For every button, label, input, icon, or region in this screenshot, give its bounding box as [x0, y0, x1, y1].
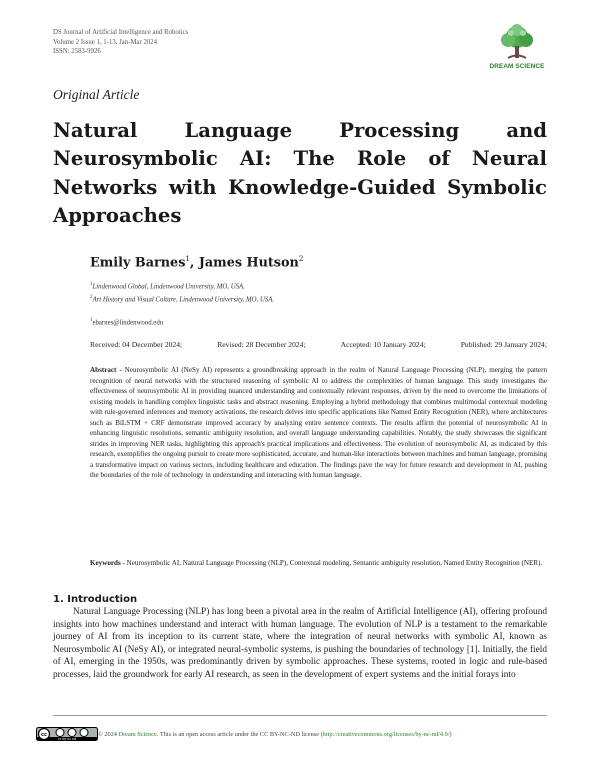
- abstract: [90, 365, 547, 481]
- author-list: [90, 255, 303, 270]
- author-name: James Hutson: [198, 255, 299, 271]
- title-line: Neurosymbolic AI: The Role of Neural: [53, 147, 547, 171]
- journal-name: DS Journal of Artificial Intelligence and Robotics: [53, 29, 189, 36]
- section-heading: 1. Introduction: [53, 594, 138, 605]
- abstract-text: Neurosymbolic AI (NeSy AI) represents a groundbreaking approach in the realm of Natural Language Processing (NLP), merging the pattern recognition of neural networks with the structured reasoning of symbolic AI to address the complexities of human language. This study investigates the effectiveness of neurosymbolic AI in providing nuanced understanding and contextually relevant responses, driven by the need to overcome the limitations of existing models in handling complex linguistic tasks and abstract reasoning. Employing a hybrid methodology that combines multimodal contextual modeling with rule-governed inferences and memory activations, the research delves into specific applications like Named Entity Recognition (NER), where architectures such as BiLSTM + CRF demonstrate improved accuracy by analyzing entire sentence contexts. The results affirm the potential of neurosymbolic AI in enhancing linguistic resolutions, semantic ambiguity resolution, and overall language understanding capabilities. Notably, the study showcases the significant strides in improving NER tasks, highlighting this approach's practical implications and effectiveness. The evolution of neurosymbolic AI, as indicated by this research, exemplifies the ongoing pursuit to create more sophisticated, accurate, and human-like interactions between machines and human language, promising a transformative impact on various sectors, including healthcare and education. The findings pave the way for future research and development in AI, pushing the boundaries of the role of technology in understanding and interacting with human language.: [90, 366, 547, 480]
- cc-license-badge[interactable]: [36, 727, 98, 741]
- dream-science-logo: [482, 22, 552, 78]
- svg-text:cc: cc: [41, 732, 47, 738]
- author-affiliation-mark: 1: [185, 255, 190, 263]
- article-title: [53, 117, 547, 230]
- affiliation-text: Art History and Visual Culture, Lindenwood University, MO, USA.: [92, 296, 275, 304]
- article-dates: [90, 340, 547, 349]
- journal-issn: ISSN: 2583-9926: [53, 48, 101, 56]
- published-date: Published: 29 January 2024;: [460, 340, 547, 349]
- body-text: [53, 606, 547, 681]
- keywords-label: Keywords -: [90, 559, 125, 567]
- accepted-date: Accepted: 10 January 2024;: [340, 340, 426, 349]
- received-date: Received: 04 December 2024;: [90, 340, 183, 349]
- cc-badge-label: cc by nc nd: [57, 737, 77, 741]
- author-affiliation-mark: 2: [298, 255, 304, 263]
- keywords: [90, 558, 547, 569]
- license-link[interactable]: http://creativecommons.org/licenses/by-nc-nd/4.0/: [322, 731, 450, 738]
- author-name: Emily Barnes: [90, 255, 186, 271]
- author-separator: ,: [189, 255, 199, 271]
- paragraph: Natural Language Processing (NLP) has long been a pivotal area in the realm of Artificial Intelligence (AI), offering profound insights into how machines understand and interact with human language. The evolution of NLP is a testament to the remarkable journey of AI from its inception to its current state, where the integration of neural networks with symbolic AI, known as Neurosymbolic AI (NeSy AI), or integrated neural-symbolic systems, is pushing the boundaries of technology [1]. Initially, the field of AI, emerging in the 1950s, was predominantly driven by symbolic approaches. These systems, rooted in logic and rule-based processes, laid the groundwork for early AI research, as seen in the development of expert systems and the initial forays into: [53, 607, 547, 680]
- affiliation: [90, 282, 245, 290]
- journal-header: [53, 28, 188, 57]
- email-mark: 1: [90, 318, 93, 323]
- affiliation-text: Lindenwood Global, Lindenwood University, MO, USA.: [92, 283, 245, 291]
- license-text: . This is an open access article under the CC BY-NC-ND license (: [156, 731, 323, 738]
- email-address[interactable]: ebarnes@lindenwood.edu: [92, 319, 164, 327]
- abstract-label: Abstract -: [90, 366, 122, 374]
- title-line: Approaches: [53, 203, 182, 227]
- license-end: ): [449, 731, 452, 738]
- corresponding-email: [90, 318, 163, 326]
- license-footer: [98, 731, 452, 738]
- footer-divider: [53, 715, 547, 716]
- title-line: Networks with Knowledge-Guided Symbolic: [53, 175, 547, 199]
- publisher-link[interactable]: Dream Science: [118, 731, 157, 738]
- revised-date: Revised: 28 December 2024;: [217, 340, 306, 349]
- logo-wordmark: DREAM SCIENCE: [489, 63, 545, 70]
- article-type: Original Article: [53, 87, 140, 102]
- keywords-text: Neurosymbolic AI, Natural Language Processing (NLP), Contextual modeling, Semantic ambiguity resolution, Named Entity Recognition (NER).: [126, 559, 543, 567]
- title-line: Natural Language Processing and: [53, 119, 547, 142]
- tree-icon: [494, 22, 540, 62]
- affiliation-mark: 1: [90, 282, 93, 287]
- affiliation: [90, 295, 274, 303]
- affiliation-mark: 2: [90, 295, 93, 300]
- copyright: © 2024: [98, 731, 117, 738]
- journal-volume: Volume 2 Issue 1, 1-13, Jan-Mar 2024: [53, 38, 158, 46]
